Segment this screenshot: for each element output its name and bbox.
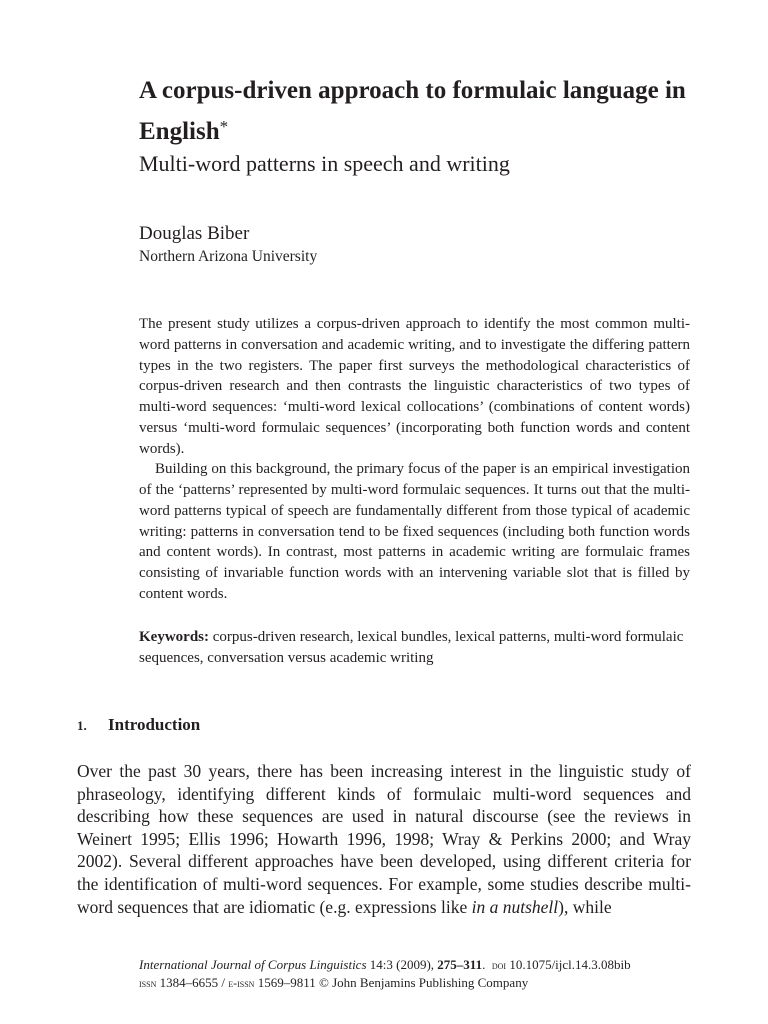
article-subtitle: Multi-word patterns in speech and writing [139,151,510,176]
footer-issn: 1384–6655 / [156,975,229,990]
footer-issn-label: issn [139,976,157,990]
footer-pages: 275–311 [437,957,483,972]
footer-citation-line: International Journal of Corpus Linguistics 14:3 (2009), 275–311. doi 10.1075/ijcl.14.3.08bib [139,957,631,972]
footer-doi: 10.1075/ijcl.14.3.08bib [506,957,631,972]
introduction-paragraph [77,760,691,918]
body-text-start: Over the past 30 years, there has been increasing interest in the linguistic study of phraseology, identifying different kinds of formulaic multi-word sequences and describing how these sequences are used in natural discourse (see the reviews in Weinert 1995; Ellis 1996; Howarth 1996, 1998; Wray & Perkins 2000; and Wray 2002). Several different approaches have been developed, using different criteria for the identification of multi-word sequences. For example, some studies describe multi-word sequences that are idiomatic (e.g. expressions like [77,761,691,917]
section-heading-introduction [77,713,200,738]
title-footnote-marker: * [219,117,229,136]
abstract-paragraph-1: The present study utilizes a corpus-driven approach to identify the most common multi-word patterns in conversation and academic writing, and to investigate the differing pattern types in the two registers. The paper first surveys the methodological characteristics of corpus-driven research and then contrasts the linguistic characteristics of two types of multi-word sequences: ‘multi-word lexical collocations’ (combinations of content words) versus ‘multi-word formulaic sequences’ (incorporating both function words and content words). [139,316,690,457]
footer-volume-issue: 14:3 (2009), [366,957,438,972]
keywords-list: corpus-driven research, lexical bundles, lexical patterns, multi-word formulaic sequences, conversation versus academic writing [139,629,684,666]
footer-issn-line [139,974,699,992]
section-title: Introduction [108,715,201,734]
body-italic-example: in a nutshell [471,896,559,917]
keywords [139,627,690,669]
body-text-end: ), while [558,896,612,917]
author-affiliation: Northern Arizona University [139,248,318,265]
footer-eissn-publisher: 1569–9811 © John Benjamins Publishing Company [254,975,529,990]
footer-journal-name: International Journal of Corpus Linguistics [139,957,367,972]
abstract-paragraph-2: Building on this background, the primary focus of the paper is an empirical investigation of the ‘patterns’ represented by multi-word formulaic sequences. It turns out that the multi-word patterns typical of speech are fundamentally different from those typical of academic writing: patterns in conversation tend to be fixed sequences (including both function words and content words). In contrast, most patterns in academic writing are formulaic frames consisting of invariable function words with an intervening variable slot that is filled by content words. [139,461,690,602]
article-title-text: A corpus-driven approach to formulaic language in English [139,77,686,145]
page-footer [139,956,699,992]
footer-doi-label: doi [491,958,507,972]
section-number: 1. [77,718,87,733]
abstract [139,314,690,605]
author-name: Douglas Biber [139,223,250,244]
footer-eissn-label: e-issn [228,976,255,990]
article-title [139,73,699,150]
keywords-label: Keywords: [139,629,209,645]
